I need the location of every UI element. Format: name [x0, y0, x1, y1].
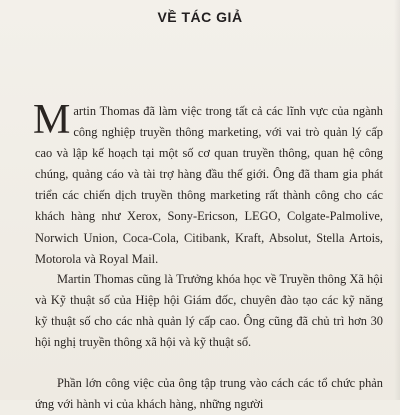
drop-cap: M — [33, 97, 71, 143]
section-title: VỀ TÁC GIẢ — [157, 9, 243, 25]
paragraph-1-text: artin Thomas đã làm việc trong tất cả các lĩnh vực của ngành công nghiệp truyền thông marketing, với vai trò quản lý cấp cao và lập kế hoạch tại một số cơ quan truyền thông, quan hệ công chúng, quảng cáo và tài trợ hàng đầu thế giới. Ông đã tham gia phát triển các chiến dịch truyền thông marketing rất thành công cho các khách hàng như Xerox, Sony-Ericson, LEGO, Colgate-Palmolive, Norwich Union, Coca-Cola, Citibank, Kraft, Absolut, Stella Artois, Motorola và Royal Mail. — [35, 104, 383, 266]
page-edge-shadow — [394, 0, 400, 400]
paragraph-2: Martin Thomas cũng là Trưởng khóa học về Truyền thông Xã hội và Kỹ thuật số của Hiệp hội Giám đốc, chuyên đào tạo các kỹ năng kỹ thuật số cho các nhà quản lý cấp cao. Ông cũng đã chủ trì hơn 30 hội nghị truyền thông xã hội và kỹ thuật số. — [35, 272, 383, 350]
paragraph-1 — [33, 97, 383, 270]
paragraph-3: Phần lớn công việc của ông tập trung vào cách các tổ chức phản ứng với hành vi của khách hàng, những người — [35, 376, 383, 412]
